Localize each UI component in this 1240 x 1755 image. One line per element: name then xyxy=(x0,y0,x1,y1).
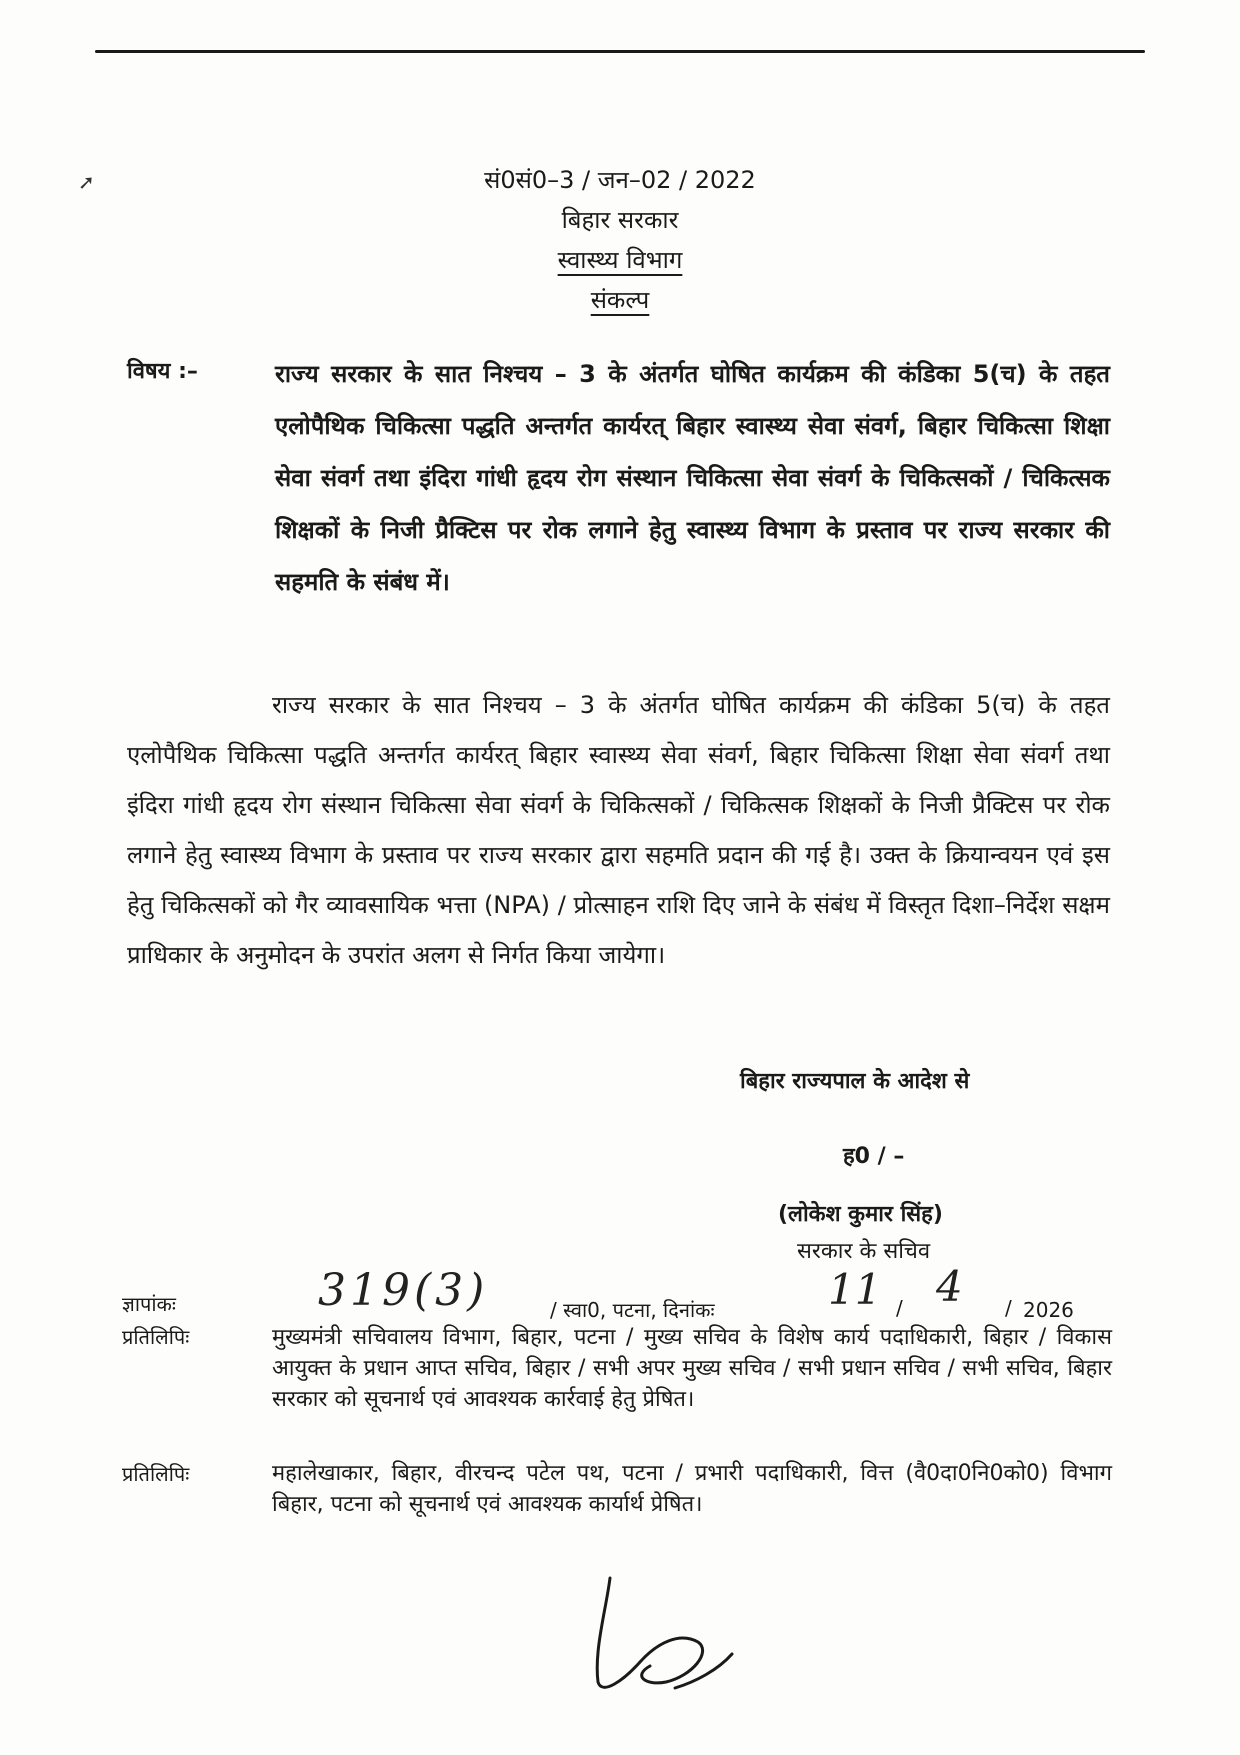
memo-month-handwritten: 4 xyxy=(936,1262,963,1311)
handwritten-signature xyxy=(580,1570,740,1700)
body-paragraph: राज्य सरकार के सात निश्चय – 3 के अंतर्गत घोषित कार्यक्रम की कंडिका 5(च) के तहत एलोपैथिक चिकित्सा पद्धति अन्तर्गत कार्यरत् बिहार स्वास्थ्य सेवा संवर्ग, बिहार चिकित्सा शिक्षा सेवा संवर्ग तथा इंदिरा गांधी हृदय रोग संस्थान चिकित्सा सेवा संवर्ग के चिकित्सकों / चिकित्सक शिक्षकों के निजी प्रैक्टिस पर रोक लगाने हेतु स्वास्थ्य विभाग के प्रस्ताव पर राज्य सरकार द्वारा सहमति प्रदान की गई है। उक्त के क्रियान्वयन एवं इस हेतु चिकित्सकों को गैर व्यावसायिक भत्ता (NPA) / प्रोत्साहन राशि दिए जाने के संबंध में विस्तृत दिशा–निर्देश सक्षम प्राधिकार के अनुमोदन के उपरांत अलग से निर्गत किया जायेगा। xyxy=(127,691,1110,969)
memo-place-date-label: / स्वा0, पटना, दिनांकः xyxy=(550,1298,715,1322)
signatory-designation: सरकार के सचिव xyxy=(797,1239,931,1264)
order-line: बिहार राज्यपाल के आदेश से xyxy=(740,1069,970,1094)
memo-date-separator: / xyxy=(1005,1296,1012,1320)
signatory-name: (लोकेश कुमार सिंह) xyxy=(778,1202,943,1227)
copy-recipients: मुख्यमंत्री सचिवालय विभाग, बिहार, पटना / मुख्य सचिव के विशेष कार्य पदाधिकारी, बिहार / विकास आयुक्त के प्रधान आप्त सचिव, बिहार / सभी अपर मुख्य सचिव / सभी प्रधान सचिव / सभी सचिव, बिहार सरकार को सूचनार्थ एवं आवश्यक कार्रवाई हेतु प्रेषित। xyxy=(272,1325,1112,1412)
copy-label: प्रतिलिपिः xyxy=(122,1462,190,1486)
memo-day-handwritten: 11 xyxy=(828,1265,882,1314)
margin-tick-mark: ➚ xyxy=(78,170,95,194)
signed-mark: ह0 / – xyxy=(843,1144,905,1169)
department-name: स्वास्थ्य विभाग xyxy=(557,246,683,274)
memo-date-separator: / xyxy=(896,1296,903,1320)
copy-recipients: महालेखाकार, बिहार, वीरचन्द पटेल पथ, पटना / प्रभारी पदाधिकारी, वित्त (वै0दा0नि0को0) विभाग बिहार, पटना को सूचनार्थ एवं आवश्यक कार्यार्थ प्रेषित। xyxy=(272,1461,1112,1517)
memo-year: 2026 xyxy=(1023,1298,1074,1322)
subject-text: राज्य सरकार के सात निश्चय – 3 के अंतर्गत घोषित कार्यक्रम की कंडिका 5(च) के तहत एलोपैथिक चिकित्सा पद्धति अन्तर्गत कार्यरत् बिहार स्वास्थ्य सेवा संवर्ग, बिहार चिकित्सा शिक्षा सेवा संवर्ग तथा इंदिरा गांधी हृदय रोग संस्थान चिकित्सा सेवा संवर्ग के चिकित्सकों / चिकित्सक शिक्षकों के निजी प्रैक्टिस पर रोक लगाने हेतु स्वास्थ्य विभाग के प्रस्ताव पर राज्य सरकार की सहमति के संबंध में। xyxy=(275,360,1110,596)
memo-label: ज्ञापांकः xyxy=(122,1292,176,1316)
top-rule xyxy=(95,50,1145,53)
reference-number: सं0सं0–3 / जन–02 / 2022 xyxy=(484,166,756,194)
document-type: संकल्प xyxy=(590,286,650,314)
memo-number-handwritten: 319(3) xyxy=(318,1265,489,1316)
government-name: बिहार सरकार xyxy=(561,206,679,234)
subject-label: विषय :– xyxy=(127,359,198,384)
document-header xyxy=(0,160,1240,320)
copy-label: प्रतिलिपिः xyxy=(122,1325,190,1349)
